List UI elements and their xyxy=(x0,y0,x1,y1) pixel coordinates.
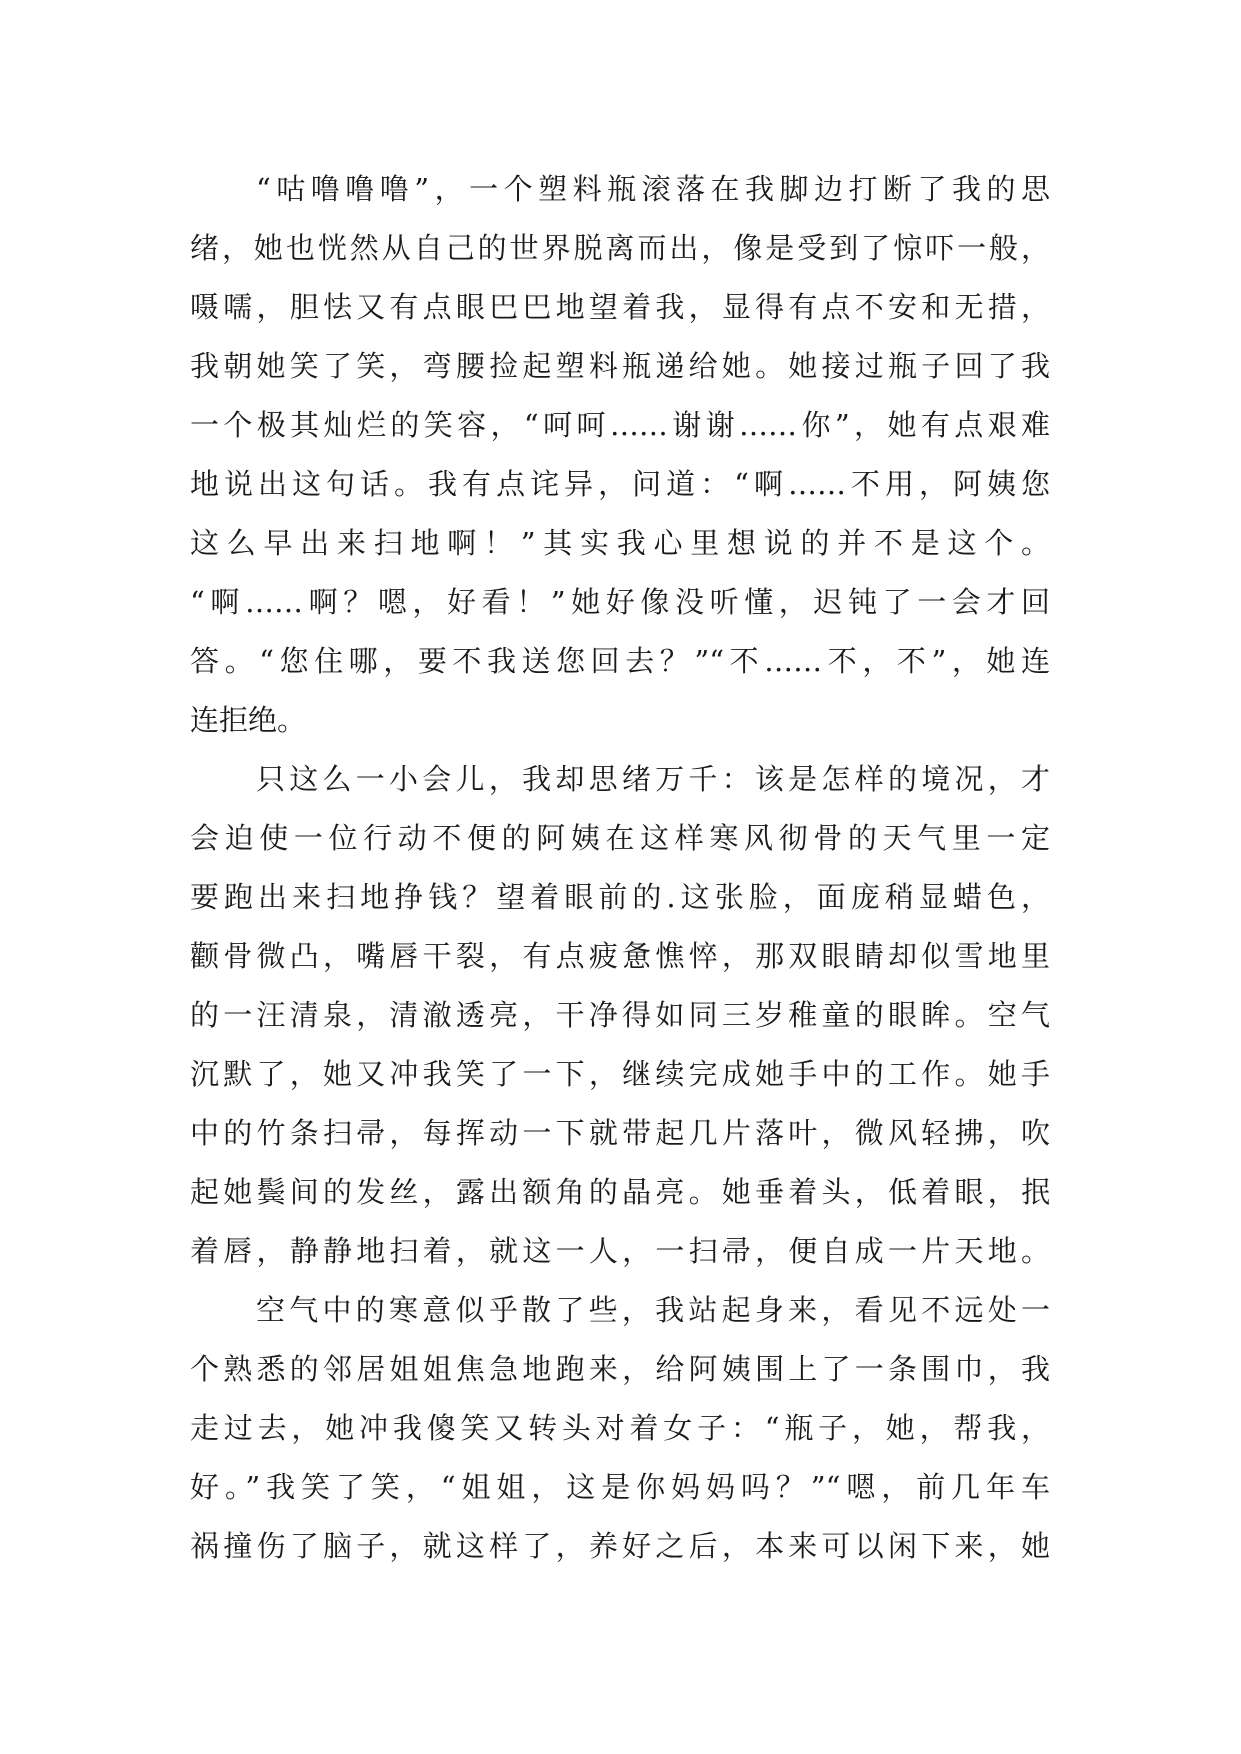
text-line: “啊……啊？嗯，好看！”她好像没听懂，迟钝了一会才回 xyxy=(190,585,1050,619)
body-text xyxy=(190,160,1050,1576)
text-line: 我朝她笑了笑，弯腰捡起塑料瓶递给她。她接过瓶子回了我 xyxy=(190,349,1050,383)
text-line: 嗫嚅，胆怯又有点眼巴巴地望着我，显得有点不安和无措， xyxy=(190,290,1050,324)
text-line: 祸撞伤了脑子，就这样了，养好之后，本来可以闲下来，她 xyxy=(190,1529,1050,1563)
text-line: 绪，她也恍然从自己的世界脱离而出，像是受到了惊吓一般， xyxy=(190,231,1050,265)
text-line: “咕噜噜噜”，一个塑料瓶滚落在我脚边打断了我的思 xyxy=(256,172,1050,206)
text-line: 空气中的寒意似乎散了些，我站起身来，看见不远处一 xyxy=(256,1293,1050,1327)
text-line: 个熟悉的邻居姐姐焦急地跑来，给阿姨围上了一条围巾，我 xyxy=(190,1352,1050,1386)
text-line: 这么早出来扫地啊！”其实我心里想说的并不是这个。 xyxy=(190,526,1050,560)
text-line: 地说出这句话。我有点诧异，问道：“啊……不用，阿姨您 xyxy=(190,467,1050,501)
text-line: 一个极其灿烂的笑容，“呵呵……谢谢……你”，她有点艰难 xyxy=(190,408,1050,442)
text-line: 会迫使一位行动不便的阿姨在这样寒风彻骨的天气里一定 xyxy=(190,821,1050,855)
text-line: 着唇，静静地扫着，就这一人，一扫帚，便自成一片天地。 xyxy=(190,1234,1050,1268)
text-line: 要跑出来扫地挣钱？望着眼前的.这张脸，面庞稍显蜡色， xyxy=(190,880,1050,914)
text-line: 沉默了，她又冲我笑了一下，继续完成她手中的工作。她手 xyxy=(190,1057,1050,1091)
text-line: 颧骨微凸，嘴唇干裂，有点疲惫憔悴，那双眼睛却似雪地里 xyxy=(190,939,1050,973)
text-line: 的一汪清泉，清澈透亮，干净得如同三岁稚童的眼眸。空气 xyxy=(190,998,1050,1032)
text-line: 答。“您住哪，要不我送您回去？”“不……不，不”，她连 xyxy=(190,644,1050,678)
text-line: 中的竹条扫帚，每挥动一下就带起几片落叶，微风轻拂，吹 xyxy=(190,1116,1050,1150)
text-line: 只这么一小会儿，我却思绪万千：该是怎样的境况，才 xyxy=(256,762,1050,796)
text-line: 好。”我笑了笑，“姐姐，这是你妈妈吗？”“嗯，前几年车 xyxy=(190,1470,1050,1504)
text-line: 走过去，她冲我傻笑又转头对着女子：“瓶子，她，帮我， xyxy=(190,1411,1050,1445)
text-line: 连拒绝。 xyxy=(190,703,307,737)
text-line: 起她鬓间的发丝，露出额角的晶亮。她垂着头，低着眼，抿 xyxy=(190,1175,1050,1209)
